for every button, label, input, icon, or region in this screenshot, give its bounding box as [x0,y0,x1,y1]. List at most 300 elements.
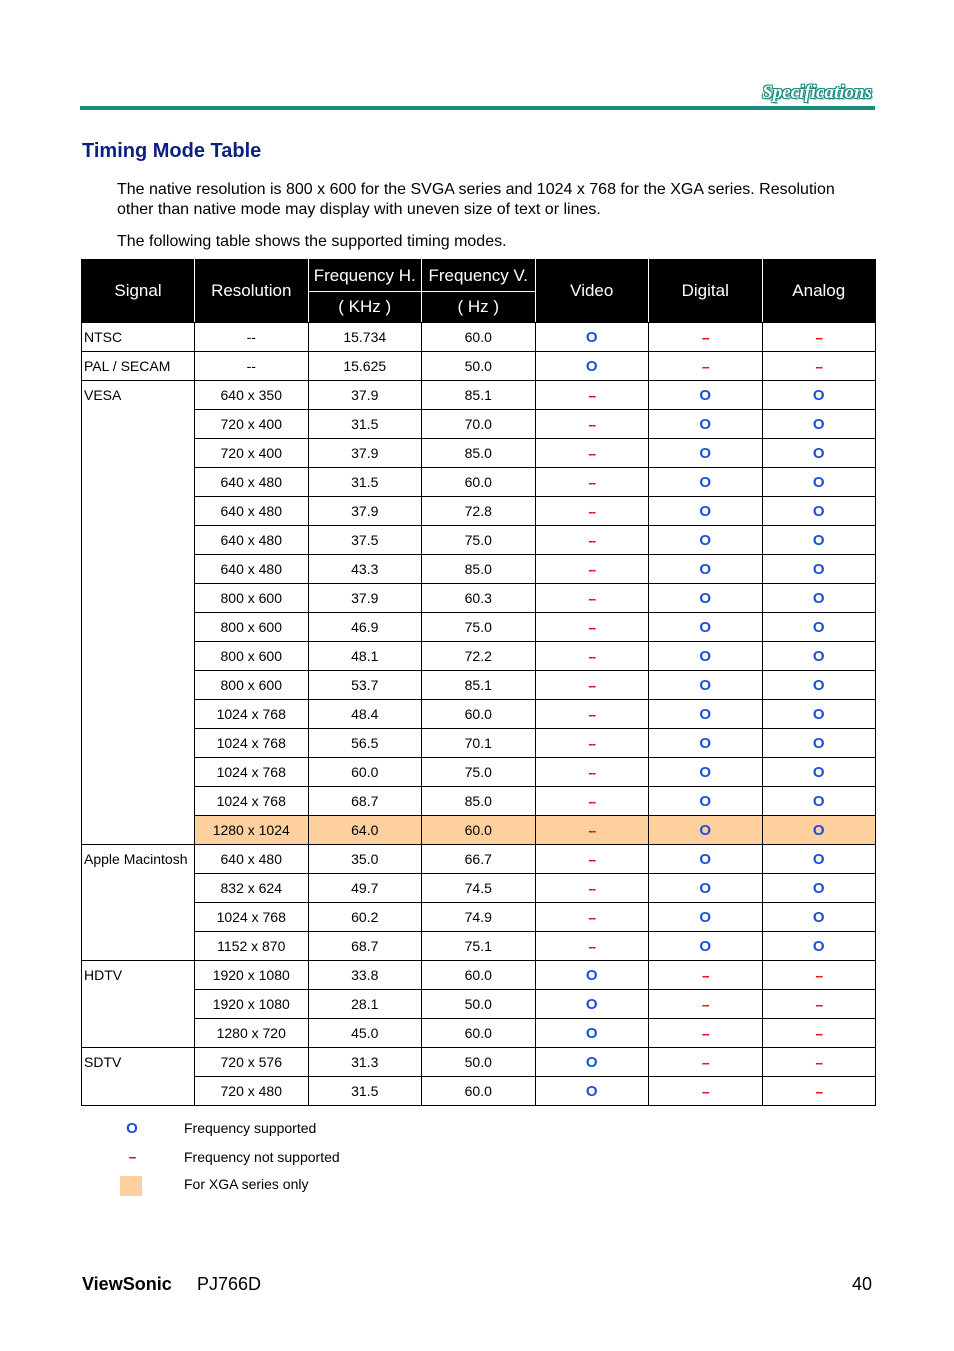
frequency-v-cell: 75.0 [422,526,536,555]
header-video: Video [535,260,649,323]
supported-mark: O [699,879,712,897]
supported-mark: O [699,705,712,723]
resolution-cell: 1024 x 768 [195,903,309,932]
not-supported-mark: -- [588,794,596,809]
table-row [82,874,876,903]
supported-mark: O [812,850,825,868]
analog-support-cell [762,1019,876,1048]
signal-cell: Apple Macintosh [82,845,195,961]
table-row [82,700,876,729]
frequency-h-cell: 31.5 [308,1077,422,1106]
signal-cell: HDTV [82,961,195,1048]
video-support-cell [535,613,649,642]
header-frequency-h-unit: ( KHz ) [308,291,423,322]
table-row [82,816,876,845]
resolution-cell: 1024 x 768 [195,729,309,758]
header-resolution: Resolution [195,260,309,323]
frequency-h-cell: 31.3 [308,1048,422,1077]
digital-support-cell [649,787,763,816]
digital-support-cell [649,1048,763,1077]
frequency-h-cell: 37.9 [308,497,422,526]
signal-cell: PAL / SECAM [82,352,195,381]
header-signal: Signal [82,260,195,323]
video-support-cell [535,410,649,439]
table-row [82,381,876,410]
not-supported-mark: -- [588,504,596,519]
resolution-cell: 800 x 600 [195,584,309,613]
resolution-cell: 1024 x 768 [195,758,309,787]
video-support-cell [535,381,649,410]
resolution-cell: 800 x 600 [195,671,309,700]
frequency-h-cell: 60.0 [308,758,422,787]
video-support-cell [535,700,649,729]
table-row [82,584,876,613]
digital-support-cell [649,816,763,845]
supported-mark: O [699,763,712,781]
supported-mark: O [585,357,598,375]
digital-support-cell [649,497,763,526]
video-support-cell [535,584,649,613]
supported-mark: O [585,995,598,1013]
not-supported-mark: -- [588,649,596,664]
not-supported-mark: -- [588,591,596,606]
frequency-v-cell: 50.0 [422,352,536,381]
analog-support-cell [762,1077,876,1106]
table-row [82,787,876,816]
digital-support-cell [649,903,763,932]
legend-supported-label: Frequency supported [184,1120,317,1136]
analog-support-cell [762,671,876,700]
xga-highlight-swatch [120,1176,142,1196]
supported-mark: O [812,937,825,955]
resolution-cell: 832 x 624 [195,874,309,903]
digital-support-cell [649,990,763,1019]
table-row [82,1077,876,1106]
video-support-cell [535,961,649,990]
not-supported-mark: -- [701,359,709,374]
not-supported-mark: -- [588,417,596,432]
frequency-v-cell: 60.0 [422,961,536,990]
supported-mark: O [699,908,712,926]
frequency-h-cell: 68.7 [308,932,422,961]
not-supported-mark: -- [588,881,596,896]
video-support-cell [535,990,649,1019]
resolution-cell: 720 x 576 [195,1048,309,1077]
digital-support-cell [649,352,763,381]
supported-mark: O [699,676,712,694]
frequency-h-cell: 60.2 [308,903,422,932]
not-supported-mark: -- [588,678,596,693]
analog-support-cell [762,352,876,381]
supported-mark: O [812,647,825,665]
supported-mark: O [812,502,825,520]
analog-support-cell [762,903,876,932]
frequency-v-cell: 85.0 [422,439,536,468]
not-supported-mark: -- [588,765,596,780]
video-support-cell [535,758,649,787]
timing-table-body [82,323,876,1106]
frequency-h-cell: 37.9 [308,439,422,468]
frequency-h-cell: 49.7 [308,874,422,903]
header-frequency-v [422,260,536,323]
frequency-h-cell: 68.7 [308,787,422,816]
table-row [82,1019,876,1048]
resolution-cell: 720 x 480 [195,1077,309,1106]
frequency-h-cell: 45.0 [308,1019,422,1048]
supported-mark: O [812,879,825,897]
supported-mark: O [812,821,825,839]
table-row [82,555,876,584]
resolution-cell: 1152 x 870 [195,932,309,961]
table-row [82,1048,876,1077]
supported-mark: O [699,473,712,491]
table-header-row [82,260,876,323]
resolution-cell: 640 x 480 [195,845,309,874]
analog-support-cell [762,642,876,671]
table-row [82,903,876,932]
video-support-cell [535,642,649,671]
not-supported-symbol: -- [128,1149,136,1164]
digital-support-cell [649,642,763,671]
digital-support-cell [649,874,763,903]
resolution-cell: 640 x 480 [195,526,309,555]
header-rule [80,106,875,110]
supported-mark: O [812,531,825,549]
video-support-cell [535,1048,649,1077]
digital-support-cell [649,526,763,555]
frequency-h-cell: 28.1 [308,990,422,1019]
video-support-cell [535,555,649,584]
digital-support-cell [649,671,763,700]
footer-model: PJ766D [197,1274,262,1294]
table-row [82,439,876,468]
not-supported-mark: -- [588,562,596,577]
supported-mark: O [699,531,712,549]
video-support-cell [535,526,649,555]
resolution-cell: 800 x 600 [195,642,309,671]
header-frequency-v-label: Frequency V. [428,265,529,285]
table-row [82,642,876,671]
video-support-cell [535,323,649,352]
legend-not-supported-label: Frequency not supported [184,1149,340,1165]
running-header: Specifications [762,82,872,103]
table-row [82,410,876,439]
signal-cell: SDTV [82,1048,195,1106]
not-supported-mark: -- [588,939,596,954]
analog-support-cell [762,381,876,410]
supported-mark: O [699,618,712,636]
video-support-cell [535,845,649,874]
digital-support-cell [649,932,763,961]
supported-mark: O [812,415,825,433]
not-supported-mark: -- [701,1084,709,1099]
frequency-h-cell: 43.3 [308,555,422,584]
supported-mark: O [699,821,712,839]
frequency-v-cell: 85.1 [422,381,536,410]
resolution-cell: 720 x 400 [195,439,309,468]
video-support-cell [535,1019,649,1048]
supported-mark: O [812,560,825,578]
digital-support-cell [649,1077,763,1106]
frequency-v-cell: 74.5 [422,874,536,903]
video-support-cell [535,729,649,758]
digital-support-cell [649,323,763,352]
video-support-cell [535,787,649,816]
intro-paragraph: The native resolution is 800 x 600 for the SVGA series and 1024 x 768 for the XGA series. Resolution other than native mode may display with uneven size of text or lines. [117,181,835,218]
not-supported-mark: -- [815,968,823,983]
digital-support-cell [649,758,763,787]
frequency-h-cell: 31.5 [308,468,422,497]
supported-mark: O [699,589,712,607]
frequency-v-cell: 60.0 [422,1019,536,1048]
not-supported-mark: -- [588,620,596,635]
page-number: 40 [851,1274,872,1294]
frequency-h-cell: 64.0 [308,816,422,845]
video-support-cell [535,497,649,526]
frequency-h-cell: 37.9 [308,584,422,613]
video-support-cell [535,903,649,932]
supported-mark: O [812,763,825,781]
digital-support-cell [649,729,763,758]
resolution-cell: 640 x 480 [195,468,309,497]
table-row [82,932,876,961]
video-support-cell [535,874,649,903]
table-row [82,729,876,758]
analog-support-cell [762,990,876,1019]
frequency-v-cell: 72.2 [422,642,536,671]
table-row [82,352,876,381]
table-row [82,990,876,1019]
frequency-v-cell: 66.7 [422,845,536,874]
not-supported-mark: -- [701,997,709,1012]
digital-support-cell [649,1019,763,1048]
video-support-cell [535,932,649,961]
analog-support-cell [762,700,876,729]
not-supported-mark: -- [815,1055,823,1070]
digital-support-cell [649,381,763,410]
not-supported-mark: -- [815,359,823,374]
supported-mark: O [812,705,825,723]
supported-mark: O [699,937,712,955]
table-row [82,671,876,700]
frequency-v-cell: 70.0 [422,410,536,439]
footer-brand: ViewSonic [82,1274,172,1294]
frequency-v-cell: 85.0 [422,787,536,816]
not-supported-mark: -- [588,446,596,461]
resolution-cell: -- [195,323,309,352]
header-analog: Analog [762,260,876,323]
supported-mark: O [699,386,712,404]
frequency-v-cell: 70.1 [422,729,536,758]
frequency-h-cell: 56.5 [308,729,422,758]
section-title: Timing Mode Table [82,140,262,162]
resolution-cell: 720 x 400 [195,410,309,439]
resolution-cell: 1280 x 720 [195,1019,309,1048]
frequency-v-cell: 74.9 [422,903,536,932]
frequency-v-cell: 75.1 [422,932,536,961]
frequency-h-cell: 15.625 [308,352,422,381]
frequency-h-cell: 48.4 [308,700,422,729]
analog-support-cell [762,729,876,758]
legend-xga-only-label: For XGA series only [184,1176,309,1192]
frequency-h-cell: 33.8 [308,961,422,990]
not-supported-mark: -- [701,1026,709,1041]
supported-mark: O [699,792,712,810]
frequency-v-cell: 85.1 [422,671,536,700]
supported-mark: O [699,647,712,665]
supported-mark: O [699,415,712,433]
timing-mode-table [81,259,876,1106]
header-frequency-h-label: Frequency H. [313,265,416,285]
analog-support-cell [762,816,876,845]
supported-mark: O [812,676,825,694]
signal-cell: VESA [82,381,195,845]
resolution-cell: 800 x 600 [195,613,309,642]
table-row [82,758,876,787]
not-supported-mark: -- [588,736,596,751]
not-supported-mark: -- [815,1084,823,1099]
frequency-v-cell: 60.0 [422,816,536,845]
resolution-cell: 640 x 350 [195,381,309,410]
supported-mark: O [812,792,825,810]
frequency-h-cell: 37.9 [308,381,422,410]
supported-mark: O [585,1082,598,1100]
frequency-h-cell: 31.5 [308,410,422,439]
supported-mark: O [585,1024,598,1042]
resolution-cell: 1024 x 768 [195,700,309,729]
supported-mark: O [585,966,598,984]
frequency-h-cell: 46.9 [308,613,422,642]
not-supported-mark: -- [701,1055,709,1070]
table-row [82,497,876,526]
frequency-v-cell: 60.0 [422,700,536,729]
supported-mark: O [585,328,598,346]
supported-mark: O [812,386,825,404]
digital-support-cell [649,439,763,468]
digital-support-cell [649,584,763,613]
supported-mark: O [812,908,825,926]
frequency-v-cell: 50.0 [422,990,536,1019]
frequency-v-cell: 72.8 [422,497,536,526]
supported-mark: O [812,444,825,462]
frequency-v-cell: 60.0 [422,468,536,497]
table-row [82,323,876,352]
frequency-v-cell: 85.0 [422,555,536,584]
resolution-cell: 1024 x 768 [195,787,309,816]
supported-mark: O [812,618,825,636]
frequency-v-cell: 60.3 [422,584,536,613]
supported-mark: O [699,502,712,520]
supported-mark: O [699,444,712,462]
resolution-cell: 640 x 480 [195,555,309,584]
not-supported-mark: -- [588,707,596,722]
header-frequency-h [308,260,422,323]
analog-support-cell [762,758,876,787]
resolution-cell: 1280 x 1024 [195,816,309,845]
resolution-cell: 1920 x 1080 [195,990,309,1019]
not-supported-mark: -- [588,910,596,925]
digital-support-cell [649,613,763,642]
analog-support-cell [762,961,876,990]
video-support-cell [535,468,649,497]
analog-support-cell [762,584,876,613]
analog-support-cell [762,468,876,497]
resolution-cell: -- [195,352,309,381]
frequency-h-cell: 53.7 [308,671,422,700]
not-supported-mark: -- [588,533,596,548]
analog-support-cell [762,410,876,439]
analog-support-cell [762,874,876,903]
table-row [82,961,876,990]
video-support-cell [535,439,649,468]
supported-mark: O [699,734,712,752]
not-supported-mark: -- [815,997,823,1012]
video-support-cell [535,671,649,700]
analog-support-cell [762,323,876,352]
not-supported-mark: -- [701,968,709,983]
not-supported-mark: -- [588,823,596,838]
analog-support-cell [762,787,876,816]
frequency-v-cell: 60.0 [422,323,536,352]
digital-support-cell [649,961,763,990]
video-support-cell [535,352,649,381]
analog-support-cell [762,613,876,642]
digital-support-cell [649,468,763,497]
analog-support-cell [762,497,876,526]
supported-mark: O [585,1053,598,1071]
signal-cell: NTSC [82,323,195,352]
analog-support-cell [762,439,876,468]
supported-mark: O [699,560,712,578]
not-supported-mark: -- [588,388,596,403]
frequency-h-cell: 35.0 [308,845,422,874]
not-supported-mark: -- [701,330,709,345]
digital-support-cell [649,845,763,874]
table-row [82,845,876,874]
frequency-v-cell: 50.0 [422,1048,536,1077]
table-row [82,468,876,497]
table-row [82,526,876,555]
digital-support-cell [649,555,763,584]
header-frequency-v-unit: ( Hz ) [421,291,536,322]
analog-support-cell [762,1048,876,1077]
frequency-h-cell: 15.734 [308,323,422,352]
analog-support-cell [762,932,876,961]
not-supported-mark: -- [815,1026,823,1041]
frequency-v-cell: 75.0 [422,758,536,787]
digital-support-cell [649,700,763,729]
supported-mark: O [812,589,825,607]
analog-support-cell [762,555,876,584]
analog-support-cell [762,526,876,555]
supported-mark: O [812,734,825,752]
not-supported-mark: -- [815,330,823,345]
table-row [82,613,876,642]
supported-mark: O [699,850,712,868]
frequency-v-cell: 60.0 [422,1077,536,1106]
video-support-cell [535,816,649,845]
frequency-h-cell: 37.5 [308,526,422,555]
digital-support-cell [649,410,763,439]
supported-symbol: O [126,1120,138,1137]
resolution-cell: 1920 x 1080 [195,961,309,990]
not-supported-mark: -- [588,852,596,867]
supported-mark: O [812,473,825,491]
frequency-v-cell: 75.0 [422,613,536,642]
frequency-h-cell: 48.1 [308,642,422,671]
resolution-cell: 640 x 480 [195,497,309,526]
not-supported-mark: -- [588,475,596,490]
